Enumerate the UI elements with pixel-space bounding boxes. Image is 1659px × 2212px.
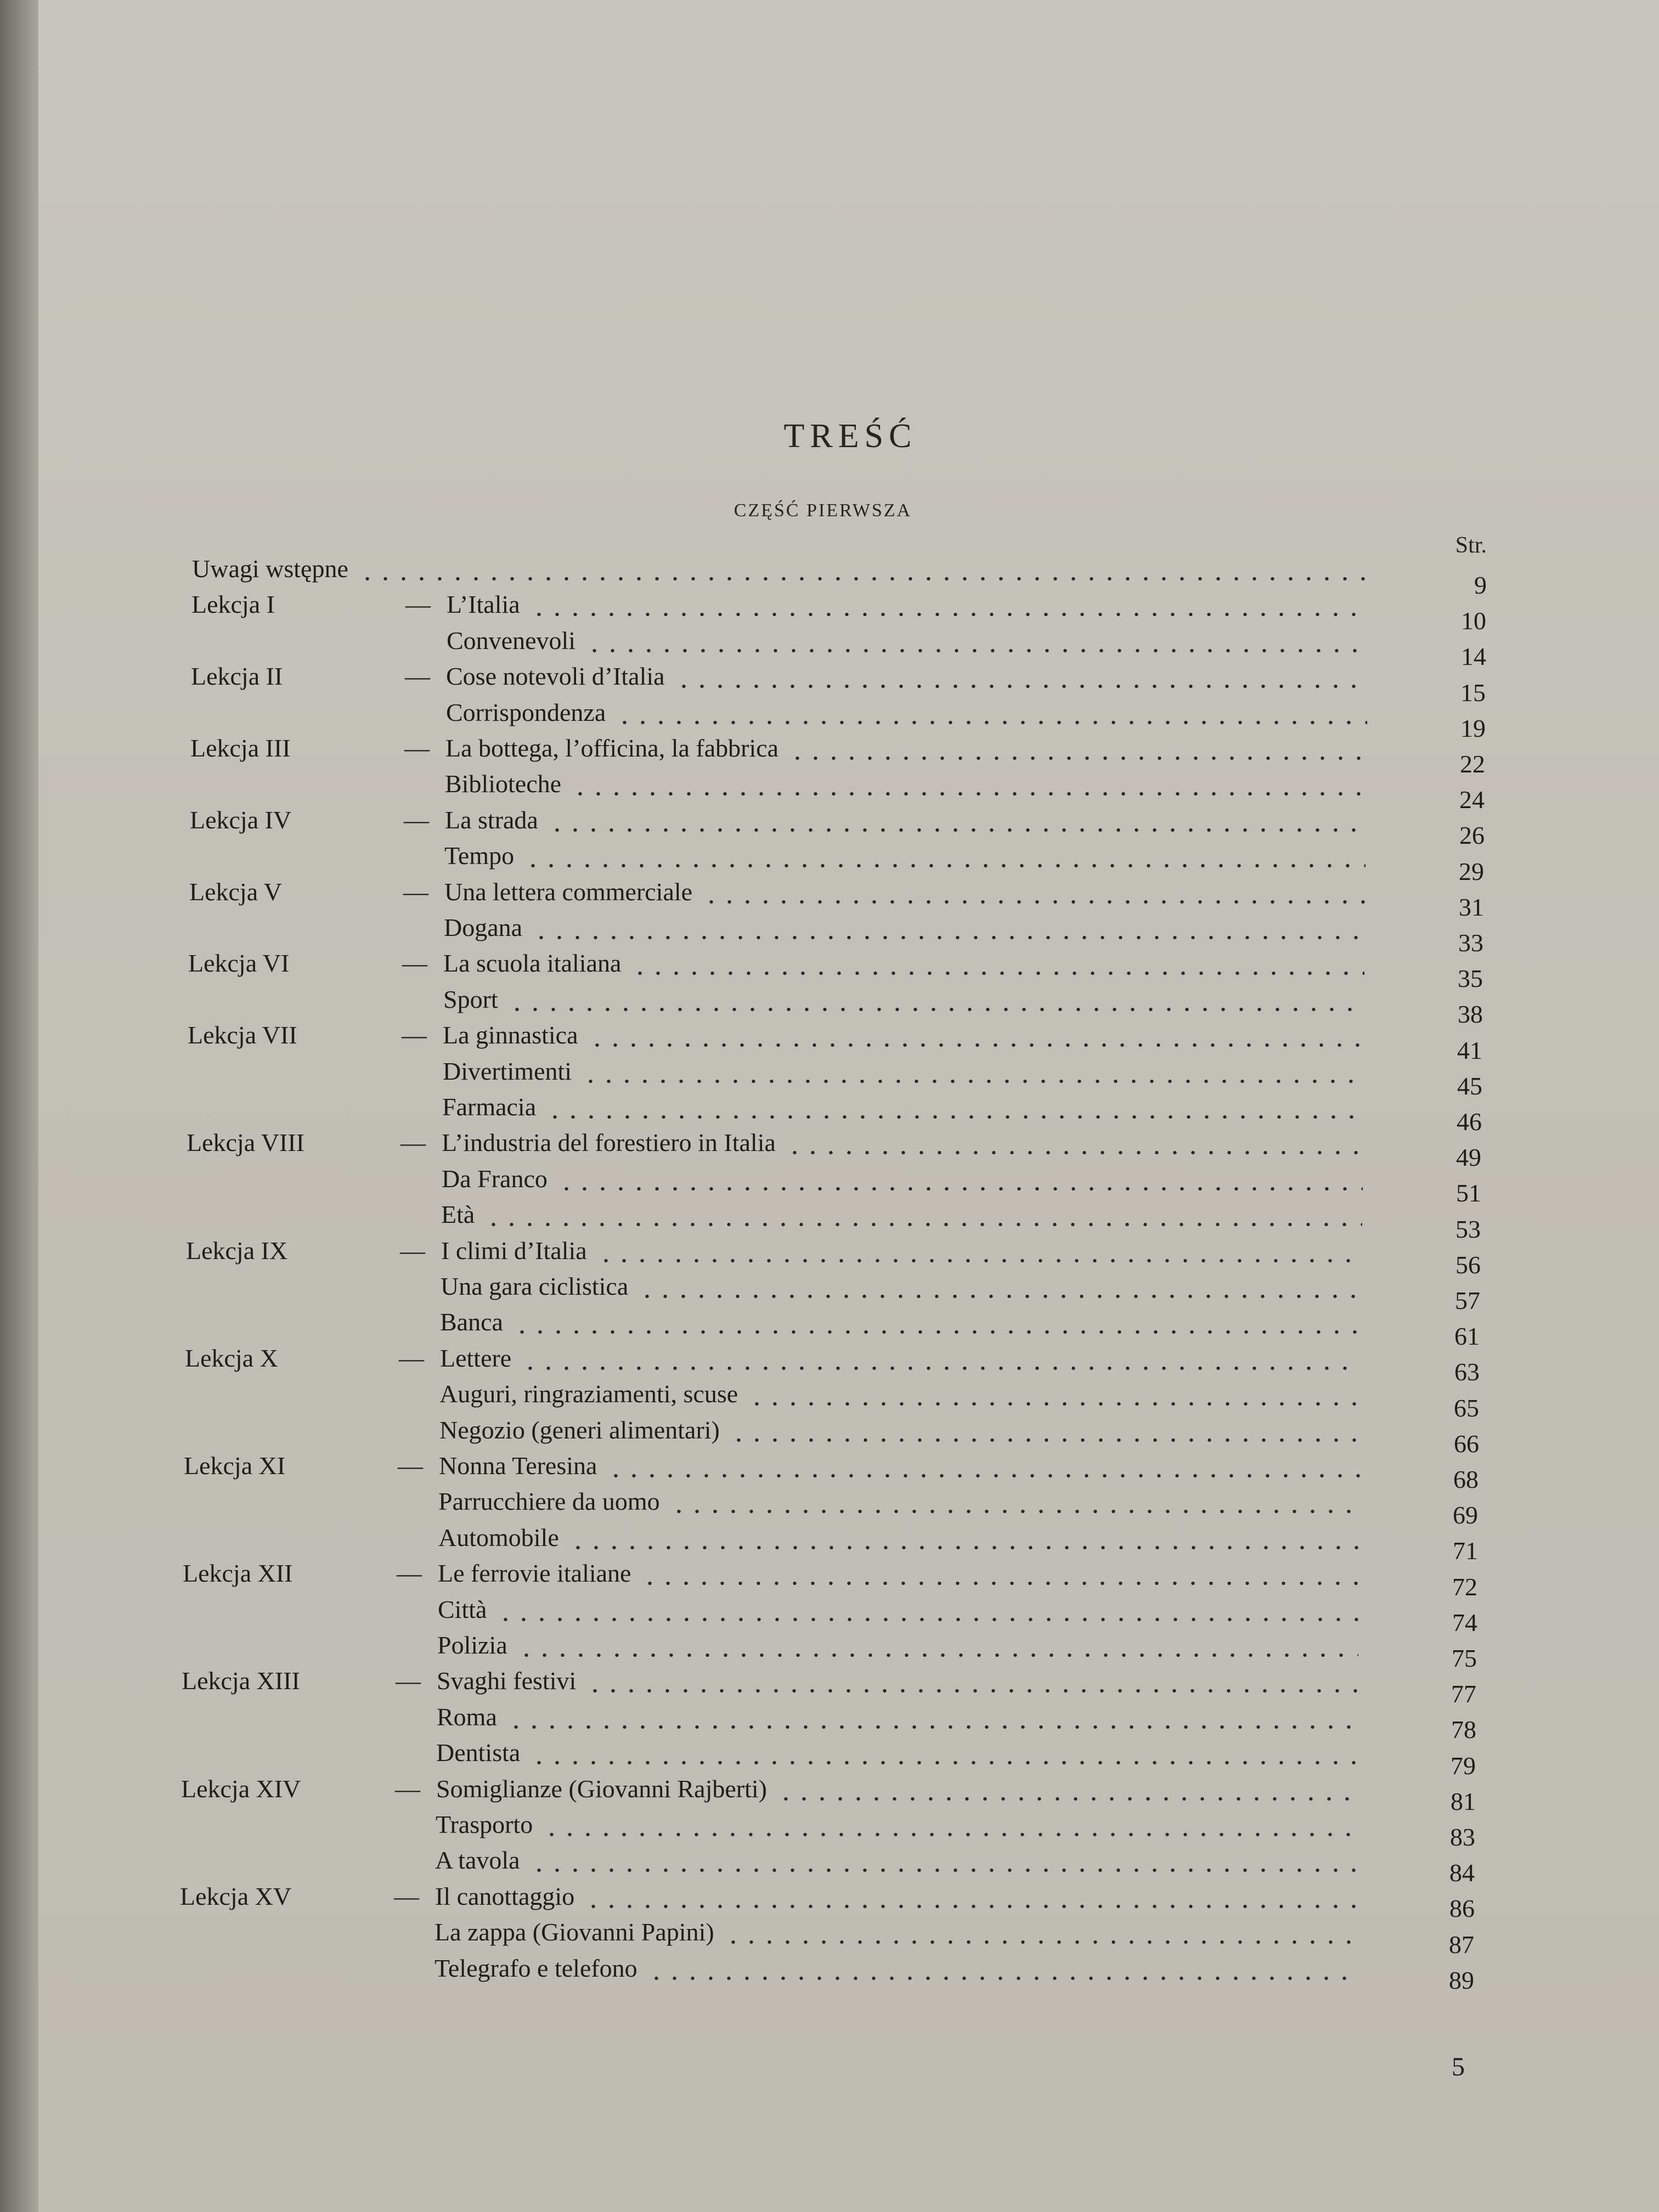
toc-lesson-label: Lekcja XI (184, 1452, 286, 1480)
toc-leader-dots (616, 721, 1367, 724)
toc-leader-dots (513, 1330, 1361, 1334)
toc-dash: — (395, 1774, 420, 1803)
toc-leader-dots (588, 1043, 1364, 1047)
toc-dash: — (403, 877, 428, 906)
toc-page-number: 22 (1460, 750, 1485, 778)
toc-lesson-label: Lekcja XII (183, 1559, 293, 1588)
toc-row (0, 1164, 1654, 1199)
toc-leader-dots (586, 1689, 1358, 1692)
toc-entry-title: Sport (443, 985, 498, 1013)
toc-entry-title: Corrispondenza (446, 698, 606, 726)
toc-dash: — (400, 1236, 425, 1265)
toc-page-number: 19 (1460, 714, 1486, 742)
toc-row (0, 1451, 1651, 1486)
toc-entry-title: Dogana (444, 913, 523, 941)
toc-row (0, 1307, 1652, 1342)
toc-entry-title: Telegrafo e telefono (435, 1954, 637, 1982)
toc-leader-dots (631, 972, 1364, 975)
toc-dash: — (404, 734, 430, 762)
toc-entry-title: Nonna Teresina (439, 1452, 597, 1480)
toc-entry-title: Convenevoli (447, 626, 576, 654)
page-column-label: Str. (1455, 533, 1487, 558)
toc-leader-dots (532, 936, 1365, 939)
toc-lesson-label: Lekcja VII (188, 1021, 297, 1049)
toc-row (0, 1272, 1652, 1307)
toc-entry-title: I climi d’Italia (441, 1236, 587, 1265)
toc-entry-title: Farmacia (442, 1093, 537, 1121)
toc-row (0, 985, 1655, 1020)
toc-row (0, 1057, 1655, 1092)
toc-row (0, 1954, 1646, 1989)
toc-leader-dots (530, 613, 1368, 616)
toc-row (0, 769, 1657, 804)
toc-row (0, 1379, 1651, 1414)
toc-entry-title: Età (441, 1200, 475, 1229)
toc-leader-dots (557, 1187, 1363, 1190)
toc-entry-title: Svaghi festivi (437, 1667, 577, 1695)
toc-entry-title: Le ferrovie italiane (438, 1559, 631, 1588)
toc-entry-title: L’industria del forestiero in Italia (442, 1128, 776, 1157)
toc-row (0, 1630, 1649, 1666)
toc-row (0, 1774, 1648, 1809)
contents-title: TREŚĆ (783, 417, 917, 455)
toc-page-number: 81 (1451, 1787, 1476, 1815)
toc-row (0, 1882, 1647, 1917)
toc-leader-dots (546, 1115, 1363, 1119)
toc-page-number: 29 (1459, 857, 1484, 885)
toc-leader-dots (730, 1438, 1361, 1442)
toc-leader-dots (517, 1654, 1358, 1657)
toc-row (0, 1344, 1652, 1379)
toc-page-number: 57 (1455, 1286, 1480, 1314)
toc-dash: — (399, 1344, 424, 1372)
toc-page-number: 87 (1449, 1930, 1474, 1959)
toc-leader-dots (543, 1833, 1357, 1836)
toc-lesson-label: Lekcja II (191, 662, 283, 691)
toc-page-number: 35 (1458, 964, 1483, 993)
toc-row (0, 877, 1656, 912)
toc-row (0, 1702, 1649, 1737)
toc-entry-title: Una lettera commerciale (444, 877, 693, 906)
toc-lesson-label: Lekcja X (185, 1344, 278, 1372)
toc-lesson-label: Lekcja VI (188, 949, 290, 978)
toc-page-number: 15 (1460, 678, 1486, 707)
toc-leader-dots (548, 828, 1366, 832)
toc-leader-dots (748, 1402, 1361, 1406)
toc-row (0, 841, 1656, 876)
toc-page-number: 41 (1457, 1036, 1482, 1064)
toc-row (0, 1128, 1654, 1163)
toc-page-number: 51 (1456, 1179, 1481, 1207)
toc-lesson-label: Lekcja V (189, 877, 283, 906)
toc-page-number: 66 (1454, 1429, 1479, 1458)
toc-row (0, 913, 1656, 948)
toc-leader-dots (670, 1510, 1359, 1513)
toc-leader-dots (724, 1940, 1356, 1944)
toc-page-number: 61 (1454, 1322, 1480, 1351)
toc-row (0, 1236, 1653, 1271)
toc-entry-title: Città (438, 1595, 487, 1623)
toc-dash: — (402, 1021, 427, 1049)
toc-leader-dots (484, 1223, 1362, 1226)
toc-entry-title: Negozio (generi alimentari) (439, 1415, 720, 1444)
toc-entry-title: Cose notevoli d’Italia (446, 662, 665, 691)
toc-dash: — (394, 1882, 419, 1910)
toc-row (0, 949, 1655, 984)
toc-entry-title: Divertimenti (443, 1057, 572, 1085)
toc-row (0, 662, 1658, 697)
toc-leader-dots (788, 757, 1367, 760)
toc-leader-dots (647, 1977, 1356, 1980)
toc-leader-dots (496, 1618, 1359, 1621)
toc-row (0, 1666, 1649, 1701)
toc-entry-title: Auguri, ringraziamenti, scuse (439, 1380, 738, 1408)
toc-entry-title: Polizia (437, 1631, 507, 1659)
toc-leader-dots (530, 1761, 1357, 1764)
toc-row (0, 1092, 1654, 1127)
toc-entry-title: La ginnastica (443, 1021, 578, 1049)
toc-row (0, 1487, 1650, 1522)
toc-entry-title: Automobile (438, 1523, 559, 1551)
toc-entry-title: Roma (437, 1702, 497, 1731)
toc-page-number: 45 (1457, 1071, 1482, 1100)
toc-lesson-label: Lekcja IV (190, 805, 292, 834)
toc-page-number: 77 (1451, 1680, 1476, 1708)
toc-leader-dots (582, 1080, 1364, 1083)
toc-page-number: 74 (1452, 1608, 1477, 1637)
toc-lesson-label: Lekcja IX (186, 1236, 288, 1265)
toc-leader-dots (675, 685, 1367, 688)
toc-row (0, 1559, 1650, 1594)
toc-dash: — (405, 590, 431, 619)
toc-dash: — (400, 1128, 426, 1157)
toc-leader-dots (786, 1151, 1363, 1154)
toc-dash: — (398, 1452, 423, 1480)
toc-page-number: 75 (1452, 1644, 1477, 1672)
toc-page-number: 65 (1454, 1393, 1479, 1422)
toc-lesson-label: Lekcja VIII (187, 1128, 304, 1157)
toc-leader-dots (571, 792, 1366, 795)
toc-leader-dots (530, 1869, 1356, 1872)
toc-row (0, 590, 1658, 625)
toc-page-number: 68 (1453, 1465, 1479, 1493)
toc-entry-title: Parrucchiere da uomo (438, 1487, 660, 1516)
toc-row (0, 1415, 1651, 1451)
toc-leader-dots (508, 1008, 1364, 1011)
toc-page-number: 63 (1454, 1358, 1480, 1386)
toc-leader-dots (641, 1582, 1359, 1585)
toc-dash: — (397, 1559, 422, 1588)
toc-entry-title: A tavola (435, 1846, 520, 1875)
toc-page-number: 84 (1449, 1859, 1475, 1887)
toc-row (0, 1020, 1655, 1056)
toc-page-number: 24 (1459, 786, 1485, 814)
toc-entry-title: Trasporto (436, 1810, 533, 1838)
toc-lesson-label: Lekcja XIII (182, 1667, 300, 1695)
toc-leader-dots (521, 1367, 1361, 1370)
toc-row (0, 805, 1657, 840)
toc-page-number: 79 (1451, 1751, 1476, 1780)
toc-row (0, 1523, 1650, 1558)
toc-entry-title: La zappa (Giovanni Papini) (435, 1918, 714, 1946)
toc-lesson-label: Lekcja XIV (181, 1774, 301, 1803)
toc-page-number: 49 (1456, 1143, 1481, 1172)
toc-leader-dots (585, 649, 1368, 652)
toc-entry-title: Una gara ciclistica (441, 1272, 629, 1300)
toc-leader-dots (507, 1725, 1358, 1729)
toc-row (0, 626, 1658, 661)
toc-page-number: 31 (1459, 893, 1484, 921)
toc-page-number: 26 (1459, 821, 1485, 850)
toc-page-number: 38 (1458, 1000, 1483, 1029)
toc-leader-dots (777, 1797, 1357, 1801)
toc-entry-title: Tempo (444, 842, 515, 870)
toc-entry-title: Biblioteche (445, 770, 562, 798)
toc-row (0, 1595, 1650, 1630)
toc-entry-title: Dentista (436, 1739, 521, 1767)
toc-row (0, 1846, 1647, 1881)
toc-dash: — (405, 662, 430, 691)
toc-entry-title: Banca (440, 1308, 503, 1336)
page-folio-number: 5 (1452, 2052, 1465, 2081)
toc-page-number: 9 (1474, 571, 1487, 599)
toc-page-number: 46 (1457, 1108, 1482, 1136)
toc-row (0, 554, 1659, 589)
toc-lesson-label: Lekcja XV (180, 1882, 292, 1910)
toc-row (0, 1200, 1653, 1235)
toc-leader-dots (702, 900, 1365, 904)
toc-dash: — (396, 1667, 421, 1695)
toc-leader-dots (607, 1474, 1360, 1477)
toc-page-number: 33 (1458, 929, 1483, 957)
toc-row (0, 733, 1657, 769)
toc-row (0, 1810, 1647, 1845)
toc-page-number: 89 (1449, 1966, 1474, 1994)
toc-leader-dots (524, 864, 1365, 867)
toc-row (0, 1917, 1646, 1953)
toc-leader-dots (597, 1259, 1362, 1262)
toc-entry-title: La scuola italiana (443, 949, 622, 978)
toc-entry-title: Somiglianze (Giovanni Rajberti) (436, 1774, 767, 1803)
toc-leader-dots (569, 1546, 1359, 1549)
toc-row (0, 1738, 1648, 1773)
toc-page-number: 86 (1449, 1894, 1475, 1923)
toc-page-number: 56 (1455, 1250, 1481, 1279)
toc-lesson-label: Lekcja III (190, 734, 291, 762)
toc-page-number: 53 (1455, 1215, 1481, 1243)
toc-page-number: 10 (1461, 607, 1486, 635)
toc-page-number: 72 (1452, 1572, 1477, 1601)
toc-leader-dots (584, 1905, 1356, 1908)
toc-lesson-label: Lekcja I (191, 590, 275, 619)
toc-entry-title: La bottega, l’officina, la fabbrica (445, 734, 779, 762)
toc-page-number: 83 (1450, 1823, 1475, 1851)
toc-lesson-label: Uwagi wstępne (192, 555, 348, 583)
toc-row (0, 698, 1658, 733)
toc-entry-title: Lettere (440, 1344, 512, 1372)
toc-page-number: 78 (1451, 1716, 1476, 1744)
toc-leader-dots (638, 1295, 1362, 1298)
part-title: CZĘŚĆ PIERWSZA (733, 500, 912, 521)
toc-entry-title: L’Italia (447, 590, 520, 619)
toc-entry-title: La strada (445, 805, 538, 834)
toc-dash: — (404, 805, 429, 834)
toc-page-number: 71 (1453, 1537, 1478, 1565)
toc-entry-title: Da Franco (442, 1164, 548, 1193)
toc-entry-title: Il canottaggio (435, 1882, 575, 1910)
toc-page-number: 69 (1453, 1501, 1478, 1530)
toc-page-number: 14 (1461, 642, 1486, 671)
toc-leader-dots (358, 577, 1368, 580)
toc-dash: — (402, 949, 427, 978)
